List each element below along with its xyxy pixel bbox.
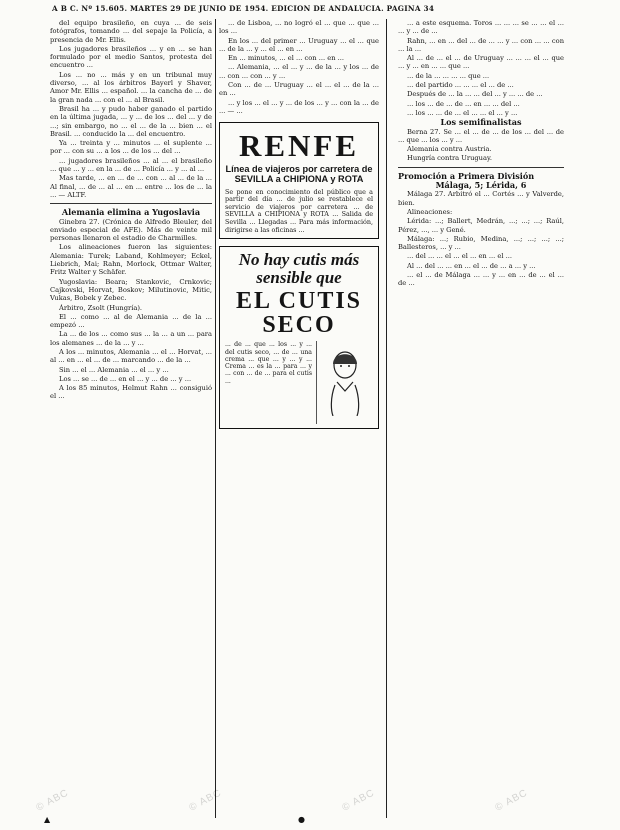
watermark: © ABC bbox=[340, 787, 377, 814]
paragraph: ... los ... de ... de ... en ... ... del ... bbox=[407, 99, 520, 108]
column-2 bbox=[219, 19, 379, 433]
paragraph: Ginebra 27. (Crónica de Alfredo Bleuler, del enviado especial de AFE). Más de veinte mil personas llenaron el estadio de Charmilles. bbox=[50, 217, 212, 243]
paragraph: En ... minutos, ... el ... con ... en ... bbox=[228, 54, 345, 63]
paragraph: ... a este esquema. Toros ... ... ... se ... ... el ... ... y ... de ... bbox=[398, 19, 564, 36]
paragraph: Al ... del ... ... en ... el ... de ... a ... y ... bbox=[407, 261, 536, 270]
paragraph: Con ... de ... Uruguay ... el ... el ... de la ... en ... bbox=[219, 81, 379, 98]
paragraph: Lérida: ...; Ballert, Medrán, ...; ...; ...; Raúl, Pérez, ..., ... y Gené. bbox=[398, 217, 564, 234]
ad-subtitle: Línea de viajeros por carretera de SEVILLA a CHIPIONA y ROTA bbox=[225, 164, 373, 185]
paragraph: A los ... minutos, Alemania ... el ... Horvat, ... al ... en ... el ... de ... marcando ... de la ... bbox=[50, 347, 212, 365]
paragraph: ... del ... ... el ... el ... en ... el ... bbox=[407, 252, 512, 261]
paragraph: Árbitro, Zsolt (Hungría). bbox=[59, 303, 143, 312]
paragraph: El ... como ... al de Alemania ... de la ... empezó ... bbox=[50, 312, 212, 330]
paragraph: ... y los ... el ... y ... de los ... y ... con la ... de ... — ... bbox=[219, 98, 379, 115]
ad-brand: EL CUTIS SECO bbox=[235, 288, 363, 339]
column-1 bbox=[50, 19, 212, 402]
paragraph: A los 85 minutos, Helmut Rahn ... consiguió el ... bbox=[50, 384, 212, 401]
paragraph: ... los ... ... de ... el ... ... el ... y ... bbox=[407, 108, 518, 117]
paragraph: Alineaciones: bbox=[407, 207, 453, 216]
paragraph: Al ... de ... el ... de Uruguay ... ... ... el ... que ... y ... en ... ... que ... bbox=[398, 54, 564, 71]
paragraph: ... del partido ... ... ... el ... de ... bbox=[407, 81, 514, 90]
ad-content bbox=[225, 341, 373, 424]
paragraph: Málaga: ...; Rubio, Medina, ...; ...; ...; ...; Ballesteros, ... y ... bbox=[398, 234, 564, 252]
cosmetic-advertisement bbox=[219, 246, 379, 429]
woman-illustration bbox=[316, 341, 373, 424]
paragraph: Yugoslavia: Beara; Stankovic, Crnkovic; Cajkovski, Horvat, Boskov; Milutinovic, Mitic, Vukas, Bobek y Zebec. bbox=[50, 277, 212, 303]
paragraph: ... Alemania, ... el ... y ... de la ... y los ... de ... con ... con ... y ... bbox=[219, 63, 379, 80]
section-divider bbox=[50, 203, 212, 204]
section-divider bbox=[398, 167, 564, 168]
paragraph: Los ... se ... de ... en el ... y ... de ... y ... bbox=[59, 374, 192, 383]
article-heading: Alemania elimina a Yugoslavia bbox=[61, 207, 201, 218]
column-rule bbox=[215, 19, 216, 818]
paragraph: Hungría contra Uruguay. bbox=[407, 154, 492, 163]
watermark: © ABC bbox=[493, 787, 530, 814]
watermark: © ABC bbox=[187, 787, 224, 814]
paragraph: Berna 27. Se ... el ... de ... de los ... del ... de ... que ... los ... y ... bbox=[398, 127, 564, 144]
paragraph: Después de ... la ... ... del ... y ... ... de ... bbox=[407, 90, 543, 99]
paragraph: Brasil ha ... y pudo haber ganado el partido en la última jugada, ... y ... de los ... del ... y de ...; sin embargo, no ... el ... de la ... bien ... el Brasil. ... conducido la ... del encuentro. bbox=[50, 104, 212, 138]
paragraph: Los alineaciones fueron las siguientes: Alemania: Turek; Laband, Kohlmeyer; Eckel, Liebrich, Mai; Rahn, Morlock, Ottmar Walter, Fritz Walter y Schäfer. bbox=[50, 243, 212, 277]
paragraph: del equipo brasileño, en cuya ... de seis fotógrafos, tomando ... del sepaje la Policía, a presencia de Mr. Ellis. bbox=[50, 19, 212, 44]
paragraph: Los ... no ... más y en un tribunal muy diverso, ... al los árbitros Bayerl y Shaver, Amor Mr. Ellis ... español. ... la cancha de ... de la gran nada ... con el ... al Brasil. bbox=[50, 70, 212, 104]
paragraph: Málaga 27. Arbitró el ... Cortés ... y Valverde, bien. bbox=[398, 190, 564, 207]
paragraph: La ... de los ... como sus ... la ... a un ... para los alemanes ... de la ... y ... bbox=[50, 330, 212, 347]
paragraph: Mas tarde, ... en ... de ... con ... al ... de la ... Al final, ... de ... al ... en ... entre ... los de ... la ... — ALTF. bbox=[50, 174, 212, 199]
ad-title: RENFE bbox=[238, 128, 360, 164]
paragraph: En los ... del primer ... Uruguay ... el ... que ... de la ... y ... el ... en ... bbox=[219, 36, 379, 53]
column-3 bbox=[398, 19, 564, 289]
watermark: © ABC bbox=[34, 787, 71, 814]
match-heading: Málaga, 5; Lérida, 6 bbox=[435, 180, 527, 191]
paragraph: ... de Lisboa, ... no logró el ... que ... que ... los ... bbox=[219, 19, 379, 36]
paragraph: ... el ... de Málaga ... ... y ... en ... de ... el ... de ... bbox=[398, 271, 564, 288]
article-heading: Promoción a Primera División bbox=[398, 170, 535, 181]
paragraph: Rahn, ... en ... del ... de ... ... y ... con ... ... con ... la ... bbox=[398, 36, 564, 53]
renfe-advertisement bbox=[219, 122, 379, 239]
paragraph: Alemania contra Austria. bbox=[407, 145, 492, 154]
bottom-marker: ● bbox=[298, 815, 305, 824]
article-heading: Los semifinalistas bbox=[440, 117, 522, 128]
paragraph: ... de la ... ... ... ... que ... bbox=[407, 71, 490, 80]
portrait-icon bbox=[321, 348, 369, 416]
paragraph: Los jugadores brasileños ... y en ... se han formulado por el medio Santos, protesta del encuentro ... bbox=[50, 44, 212, 70]
ad-body: Se pone en conocimiento del público que a partir del día ... de julio se restablece el servicio de viajeros por carretera ... de SEVILLA a CHIPIONA y ROTA ... Salida de Sevilla ... Llegadas ... Para más información, dirigirse a las oficinas ... bbox=[225, 187, 373, 234]
masthead: A B C. Nº 15.605. MARTES 29 DE JUNIO DE 1954. EDICION DE ANDALUCIA. PAGINA 34 bbox=[52, 4, 435, 13]
bottom-marker: ▲ bbox=[44, 815, 51, 824]
paragraph: Sin ... el ... Alemania ... el ... y ... bbox=[59, 365, 169, 374]
paragraph: Ya ... treinta y ... minutos ... el suplente ... por ... con su ... a los ... de los ... del ... bbox=[50, 139, 212, 156]
paragraph: ... jugadores brasileños ... al ... el brasileño ... que ... y ... en la ... de ... Policía ... y ... al ... bbox=[50, 156, 212, 174]
column-rule bbox=[386, 19, 387, 818]
ad-body: ... de ... que ... los ... y ... del cutis seco, ... de ... una crema ... que ... y ... y ... Crema ... es la ... para ... y ... con ... de ... para el cutis ... bbox=[225, 341, 312, 385]
ad-title: No hay cutis más sensible que bbox=[238, 250, 360, 288]
